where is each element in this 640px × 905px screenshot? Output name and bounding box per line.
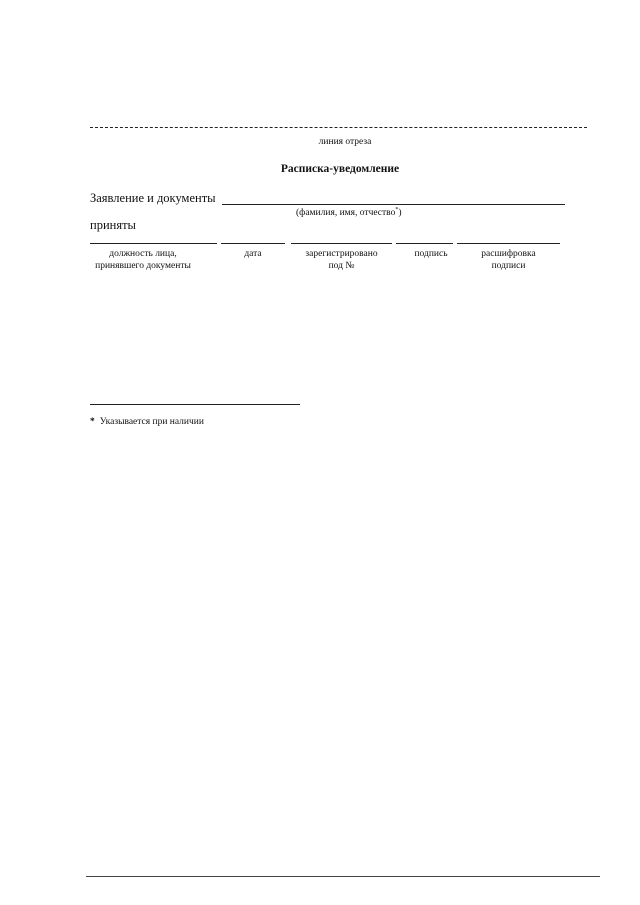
- statement-label: Заявление и документы: [90, 191, 216, 205]
- applicant-name-field-line: [222, 204, 565, 205]
- footnote: [90, 417, 204, 427]
- signature-decryption-field-line: [457, 243, 560, 244]
- position-caption: должность лица, принявшего документы: [95, 249, 191, 271]
- position-field-line: [90, 243, 217, 244]
- date-field-line: [221, 243, 285, 244]
- accepted-label: приняты: [90, 218, 136, 232]
- footnote-star: *: [90, 417, 95, 427]
- signature-field-line: [396, 243, 453, 244]
- registration-number-caption: зарегистрировано под №: [305, 249, 378, 271]
- signature-caption: подпись: [414, 249, 448, 259]
- footnote-text: Указывается при наличии: [99, 417, 204, 427]
- applicant-name-hint: (фамилия, имя, отчество*): [296, 207, 402, 219]
- footnote-separator: [90, 404, 300, 405]
- page-bottom-rule: [86, 876, 600, 877]
- cut-line-label: линия отреза: [318, 137, 372, 147]
- registration-number-field-line: [291, 243, 392, 244]
- cut-dashed-line: [90, 127, 587, 128]
- document-title: Расписка-уведомление: [280, 163, 400, 175]
- date-caption: дата: [244, 249, 262, 259]
- signature-decryption-caption: расшифровка подписи: [481, 249, 536, 271]
- footnote-mark: *: [395, 207, 399, 213]
